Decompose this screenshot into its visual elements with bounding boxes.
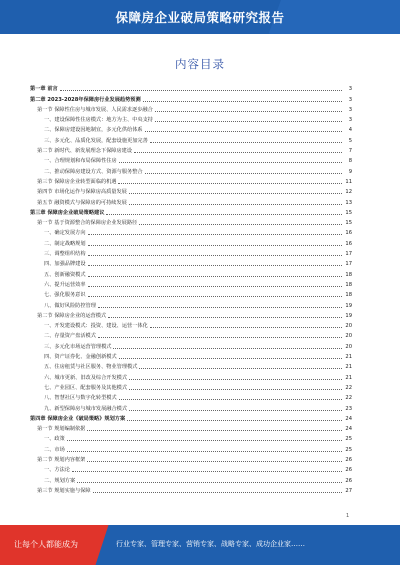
toc-leader-dots [88,275,342,277]
toc-entry-text: 二、规划方案 [44,477,76,484]
toc-entry-page: 8 [348,158,352,165]
toc-entry-page: 15 [345,220,352,227]
toc-leader-dots [98,336,342,338]
toc-entry-text: 七、强化服务意识 [44,292,86,299]
toc-entry-page: 20 [345,323,352,330]
toc-entry[interactable] [30,226,352,236]
toc-leader-dots [88,285,342,287]
toc-entry[interactable] [30,463,352,473]
toc-entry-page: 3 [348,106,352,113]
toc-entry[interactable] [30,298,352,308]
toc-leader-dots [60,89,342,91]
toc-entry[interactable] [30,154,352,164]
toc-entry-text: 第二节 新时代、新发展理念下保障房建设 [37,148,133,155]
toc-entry-page: 19 [345,302,352,309]
toc-entry[interactable] [30,267,352,277]
toc-entry-text: 三、调整组织结构 [44,251,86,258]
toc-entry[interactable] [30,473,352,483]
toc-entry-page: 13 [345,199,352,206]
toc-leader-dots [129,203,342,205]
toc-leader-dots [150,141,342,143]
toc-entry-text: 八、智慧社区与数字化转型模式 [44,395,117,402]
toc-entry-text: 一、开发建设模式：投资、建设、运营一体化 [44,323,148,330]
toc-entry-text: 三、多元化、品质化发展，配套设施更加完善 [44,137,148,144]
toc-entry-page: 27 [345,487,352,494]
toc-entry-page: 16 [345,230,352,237]
table-of-contents [30,82,352,494]
footer-roles: 行业专家、管理专家、营销专家、战略专家、成功企业家…… [116,540,305,548]
toc-entry-page: 25 [345,436,352,443]
toc-entry[interactable] [30,360,352,370]
toc-entry-page: 21 [345,354,352,361]
toc-entry-page: 5 [348,137,352,144]
toc-entry-page: 3 [348,96,352,103]
toc-entry-page: 22 [345,384,352,391]
toc-entry-text: 七、产业园区、配套服务及其他模式 [44,384,128,391]
toc-leader-dots [155,110,342,112]
toc-leader-dots [119,398,342,400]
toc-entry[interactable] [30,401,352,411]
toc-entry-page: 21 [345,364,352,371]
toc-leader-dots [87,460,342,462]
toc-entry-page: 23 [345,405,352,412]
toc-entry-text: 三、多元化市场运营管理模式 [44,343,112,350]
toc-entry-page: 9 [348,168,352,175]
toc-entry-page: 25 [345,446,352,453]
toc-leader-dots [87,429,342,431]
toc-entry[interactable] [30,257,352,267]
toc-entry-page: 7 [348,148,352,155]
toc-entry[interactable] [30,412,352,422]
page-marker: 1 [346,513,350,519]
toc-entry-page: 18 [345,292,352,299]
toc-entry-page: 15 [345,209,352,216]
toc-entry[interactable] [30,113,352,123]
toc-entry-page: 19 [345,312,352,319]
toc-entry[interactable] [30,164,352,174]
toc-leader-dots [127,419,342,421]
toc-entry[interactable] [30,133,352,143]
toc-leader-dots [93,491,342,493]
toc-entry-text: 第五节 融资模式与保障房的可持续发展 [37,199,127,206]
toc-entry-page: 17 [345,261,352,268]
toc-entry-page: 17 [345,251,352,258]
report-title: 保障房企业破局策略研究报告 [115,10,285,25]
report-footer [0,525,400,565]
toc-entry-text: 九、新型保障房与城市发展融合模式 [44,405,128,412]
toc-entry-text: 二、推动保障房建设方式、资源与服务整合 [44,168,143,175]
toc-entry[interactable] [30,309,352,319]
toc-entry-text: 四、加强品牌建设 [44,261,86,268]
toc-entry-page: 4 [348,127,352,134]
toc-entry-page: 18 [345,281,352,288]
toc-entry-text: 第三节 保障房企业转型面临的机遇 [37,178,117,185]
toc-entry-page: 22 [345,395,352,402]
toc-entry-text: 第三章 保障房企业破局策略建议 [30,209,105,216]
toc-entry-page: 12 [345,189,352,196]
toc-entry-text: 二、市场 [44,446,65,453]
toc-entry-page: 20 [345,333,352,340]
toc-leader-dots [118,182,342,184]
toc-entry[interactable] [30,484,352,494]
toc-leader-dots [88,295,342,297]
toc-entry-text: 八、做好风险防控管理 [44,302,96,309]
toc-entry[interactable] [30,391,352,401]
toc-entry-text: 六、提升运营效率 [44,281,86,288]
toc-entry[interactable] [30,339,352,349]
toc-entry-page: 20 [345,343,352,350]
toc-entry-text: 第三节 规划实施与保障 [37,487,91,494]
toc-entry[interactable] [30,288,352,298]
toc-entry[interactable] [30,432,352,442]
toc-leader-dots [67,450,342,452]
toc-entry-text: 第一节 保障性住房与城市发展、人民需求逐步融合 [37,106,153,113]
toc-entry[interactable] [30,103,352,113]
toc-entry[interactable] [30,247,352,257]
toc-leader-dots [77,481,342,483]
toc-entry[interactable] [30,175,352,185]
toc-entry-text: 四、资产证券化、金融创新模式 [44,354,117,361]
toc-entry[interactable] [30,329,352,339]
toc-leader-dots [88,264,342,266]
toc-leader-dots [108,316,342,318]
toc-entry-text: 五、住房租赁与社区服务、物业管理模式 [44,364,138,371]
toc-entry[interactable] [30,422,352,432]
toc-entry[interactable] [30,350,352,360]
toc-entry-page: 24 [345,426,352,433]
toc-leader-dots [72,470,342,472]
toc-entry-page: 21 [345,374,352,381]
toc-leader-dots [88,254,342,256]
toc-entry[interactable] [30,236,352,246]
toc-leader-dots [155,120,342,122]
toc-entry-text: 一、方法论 [44,467,70,474]
toc-leader-dots [145,172,342,174]
toc-entry[interactable] [30,319,352,329]
toc-leader-dots [129,192,342,194]
toc-entry-page: 26 [345,477,352,484]
toc-entry-text: 第四节 市场化运作与保障房高质量发展 [37,189,127,196]
report-header [0,0,400,34]
toc-entry-page: 11 [345,178,352,185]
toc-leader-dots [134,151,342,153]
toc-leader-dots [106,213,342,215]
toc-entry[interactable] [30,453,352,463]
toc-entry-page: 24 [345,415,352,422]
toc-entry[interactable] [30,82,352,92]
toc-entry[interactable] [30,381,352,391]
toc-entry[interactable] [30,370,352,380]
toc-entry-text: 一、合理规划和布局保障性住房 [44,158,117,165]
toc-leader-dots [139,223,342,225]
toc-entry[interactable] [30,123,352,133]
toc-entry-text: 第二节 规划内容框架 [37,456,86,463]
toc-entry-text: 五、创新融资模式 [44,271,86,278]
toc-entry[interactable] [30,195,352,205]
toc-leader-dots [139,367,342,369]
toc-entry[interactable] [30,92,352,102]
toc-entry-text: 六、城市更新、旧改及综合开发模式 [44,374,128,381]
toc-entry-text: 第一节 规划编制依据 [37,426,86,433]
toc-entry-text: 一、建设保障性住房模式：地方为主、中央支持 [44,117,153,124]
toc-leader-dots [113,347,342,349]
toc-entry-page: 26 [345,456,352,463]
toc-entry-text: 二、保障房建设因地制宜，多元化供给体系 [44,127,143,134]
toc-leader-dots [98,306,342,308]
toc-entry-text: 第一章 前言 [30,86,58,93]
toc-entry[interactable] [30,278,352,288]
toc-leader-dots [119,161,342,163]
toc-entry-text: 第二章 2023-2028年保障房行业发展趋势预测 [30,96,141,103]
toc-entry[interactable] [30,185,352,195]
toc-leader-dots [119,357,342,359]
toc-leader-dots [67,439,342,441]
toc-entry[interactable] [30,216,352,226]
toc-leader-dots [88,244,342,246]
toc-entry[interactable] [30,442,352,452]
toc-leader-dots [150,326,342,328]
toc-entry-page: 3 [348,117,352,124]
toc-leader-dots [129,409,342,411]
toc-leader-dots [88,233,342,235]
toc-leader-dots [129,388,342,390]
toc-entry-text: 第一节 基于资源整合的保障房企业发展路径 [37,220,138,227]
toc-entry[interactable] [30,206,352,216]
toc-entry-text: 第二节 保障房企业的运营模式 [37,312,107,319]
toc-heading: 内容目录 [175,57,225,71]
footer-slogan: 让每个人都能成为 [14,540,78,549]
toc-entry-text: 第四章 保障房企业《破局策略》规划方案 [30,415,126,422]
toc-entry[interactable] [30,144,352,154]
toc-leader-dots [129,378,342,380]
toc-leader-dots [143,100,342,102]
toc-entry-text: 二、存量资产盘活模式 [44,333,96,340]
toc-entry-text: 二、制定战略规划 [44,240,86,247]
toc-entry-page: 18 [345,271,352,278]
toc-entry-page: 3 [348,86,352,93]
toc-leader-dots [145,130,342,132]
toc-entry-text: 一、确定发展方向 [44,230,86,237]
toc-entry-text: 一、政策 [44,436,65,443]
toc-entry-page: 16 [345,240,352,247]
toc-entry-page: 26 [345,467,352,474]
